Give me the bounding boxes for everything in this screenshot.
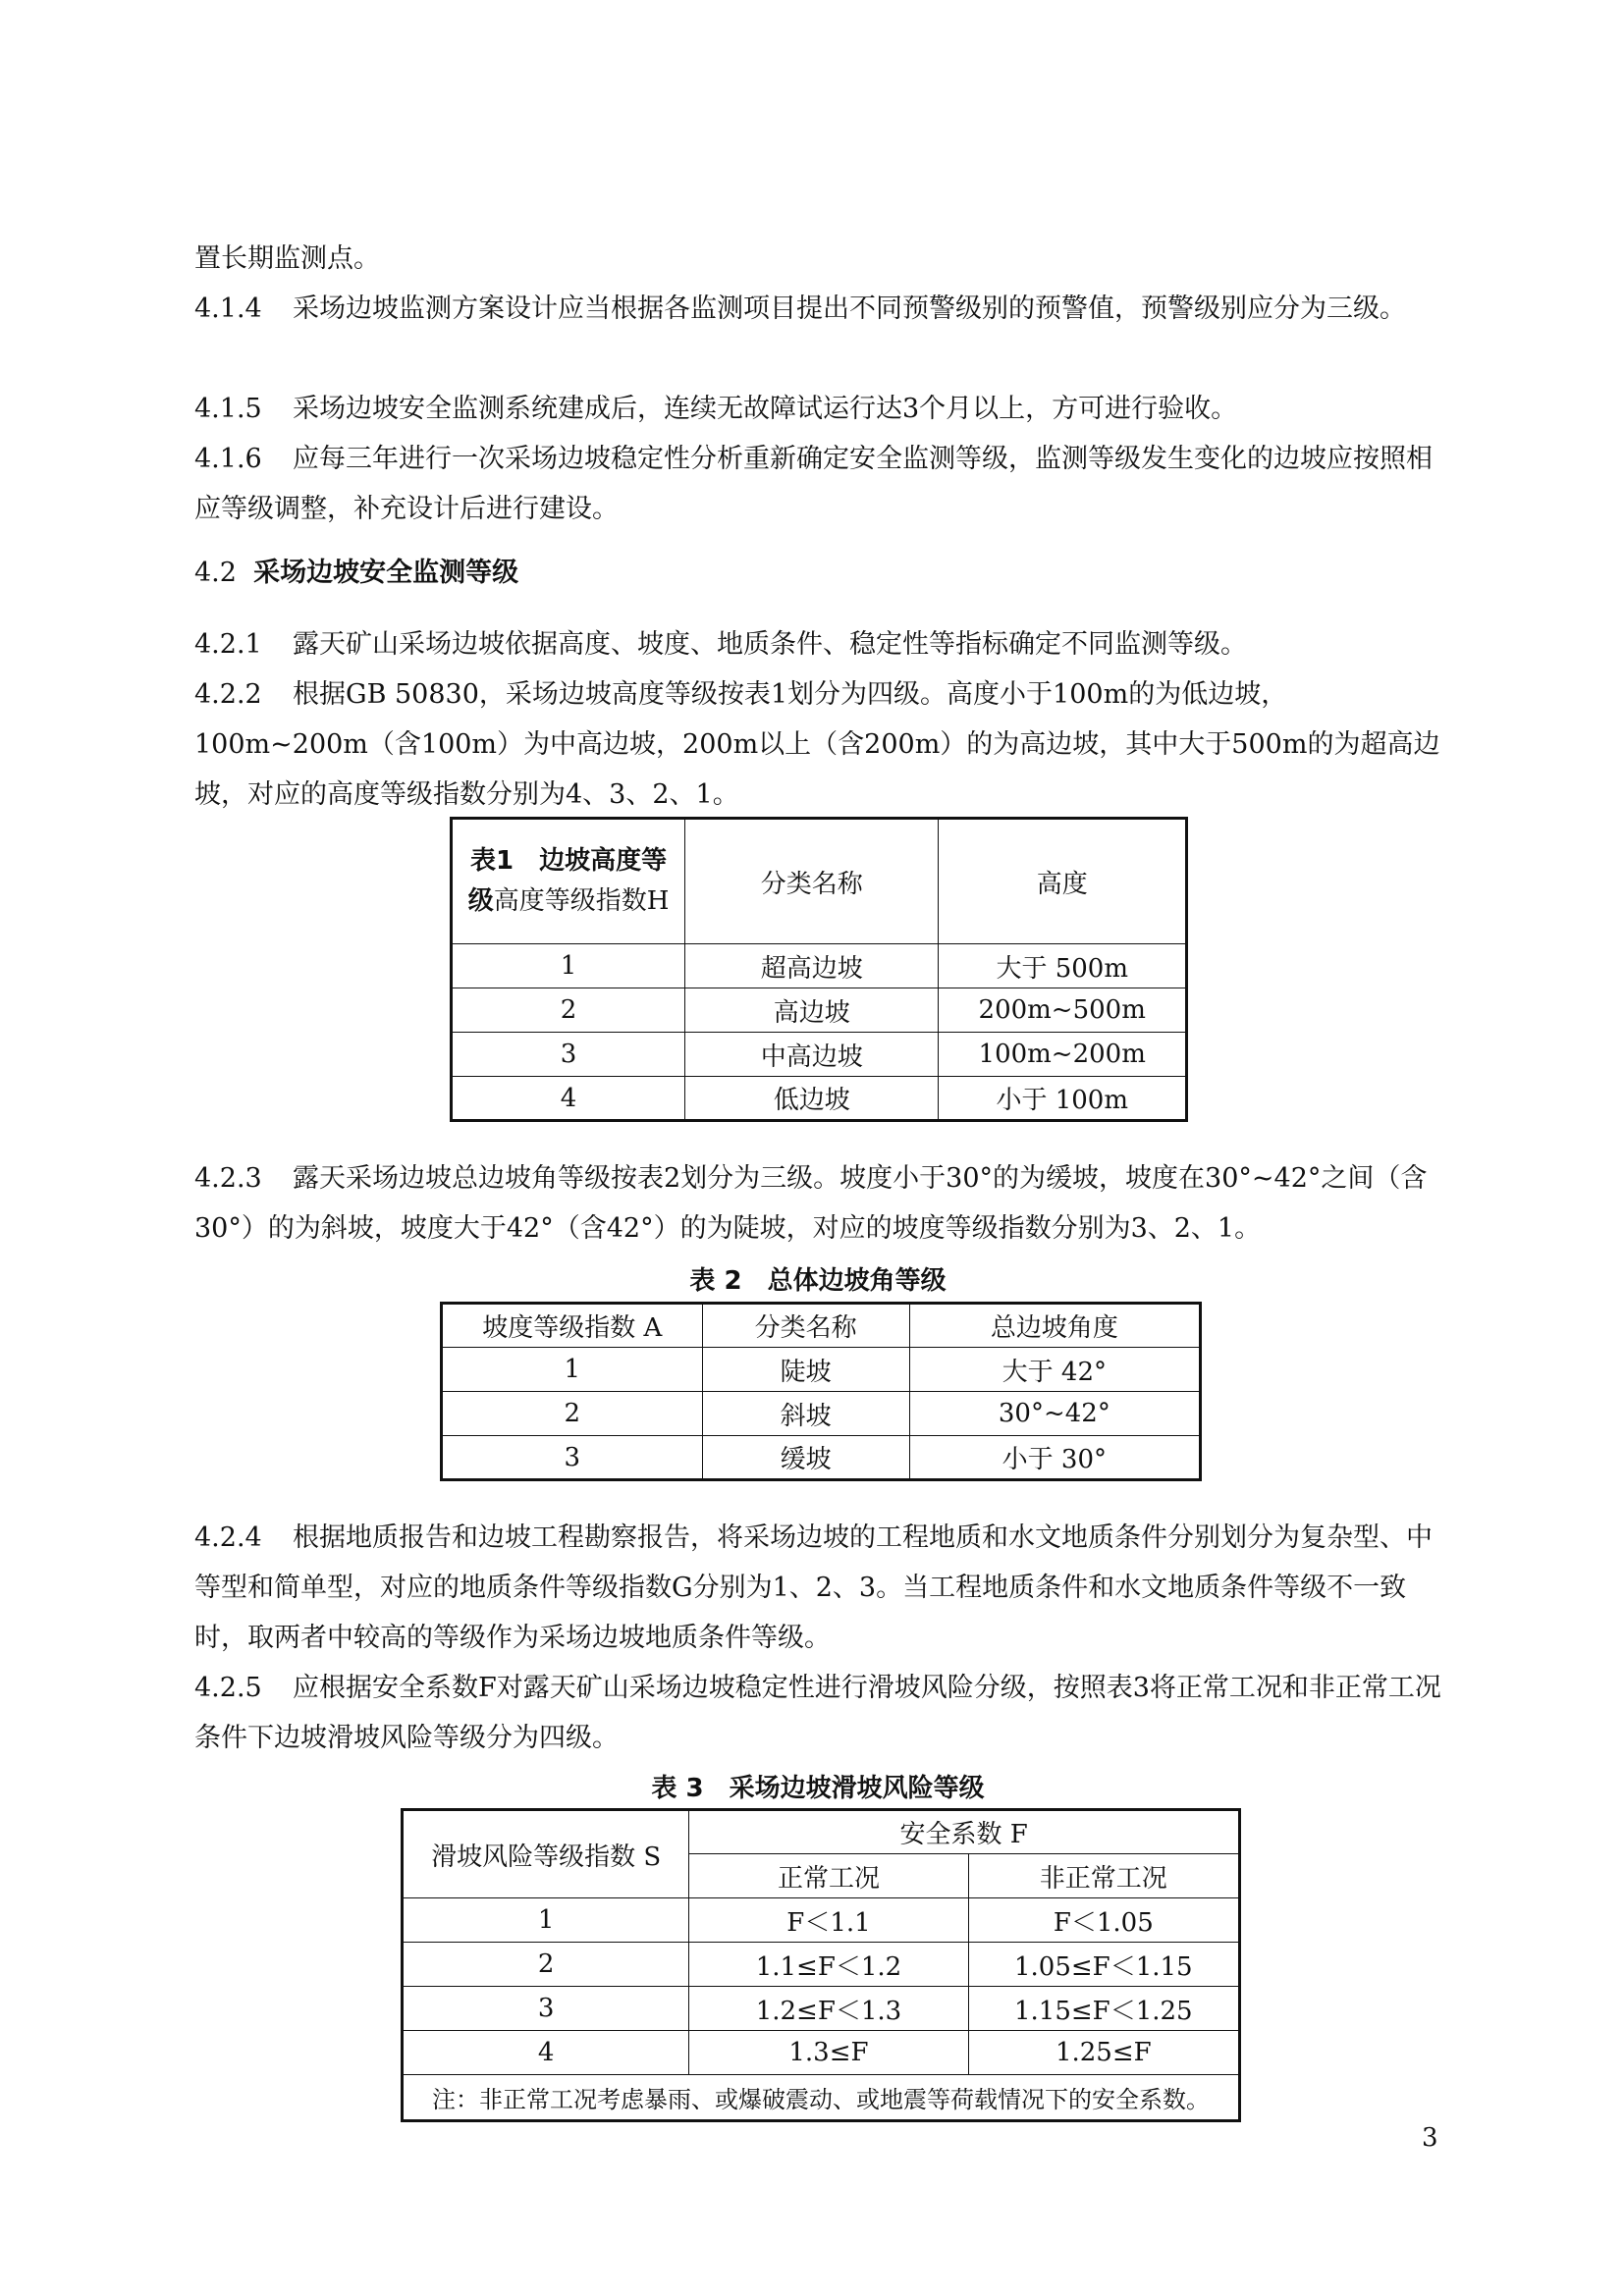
table-row — [403, 2031, 1240, 2075]
table-3-caption: 表 3 采场边坡滑坡风险等级 — [651, 1774, 985, 1803]
table-cell: 200m~500m — [939, 988, 1187, 1033]
page-number: 3 — [1422, 2123, 1438, 2153]
table-cell: 1.05≤F＜1.15 — [968, 1943, 1239, 1987]
clause-number: 4.2.3 — [194, 1163, 262, 1194]
table-row — [452, 1033, 1187, 1077]
table-cell: 低边坡 — [685, 1077, 939, 1121]
section-number: 4.2 — [194, 558, 237, 588]
table-cell: 1 — [442, 1348, 703, 1392]
table-header-cell: 分类名称 — [685, 819, 939, 944]
table-cell: F＜1.1 — [689, 1898, 968, 1943]
clause-text: 露天矿山采场边坡依据高度、坡度、地质条件、稳定性等指标确定不同监测等级。 — [293, 629, 1247, 660]
table-row — [452, 988, 1187, 1033]
clause-number: 4.2.1 — [194, 629, 262, 660]
table-header-cell: 安全系数 F — [689, 1810, 1240, 1854]
table-cell: 100m~200m — [939, 1033, 1187, 1077]
table-header-cell: 滑坡风险等级指数 S — [403, 1810, 689, 1898]
table-row — [403, 1943, 1240, 1987]
table-header-cell: 正常工况 — [689, 1854, 968, 1898]
table-header-row — [452, 819, 1187, 944]
clause-text: 采场边坡监测方案设计应当根据各监测项目提出不同预警级别的预警值，预警级别应分为三级。 — [293, 294, 1406, 324]
table-3-landslide-risk-grade — [401, 1808, 1241, 2122]
clause-number: 4.1.4 — [194, 294, 262, 324]
table-2-caption: 表 2 总体边坡角等级 — [689, 1266, 947, 1296]
table-cell: 2 — [442, 1392, 703, 1436]
table-cell: 3 — [452, 1033, 685, 1077]
clause-number: 4.1.6 — [194, 444, 262, 474]
table-1-height-grade — [450, 817, 1188, 1122]
table-row — [442, 1436, 1201, 1480]
table-cell: 缓坡 — [702, 1436, 909, 1480]
table-2-slope-angle-grade — [440, 1302, 1202, 1481]
table-row — [442, 1348, 1201, 1392]
table-cell: 大于 42° — [909, 1348, 1200, 1392]
table1-col1-header: 高度等级指数H — [493, 886, 670, 916]
table-cell: 1.15≤F＜1.25 — [968, 1987, 1239, 2031]
clause-text: 根据地质报告和边坡工程勘察报告，将采场边坡的工程地质和水文地质条件分别划分为复杂型、中等型和简单型，对应的地质条件等级指数G分别为1、2、3。当工程地质条件和水文地质条件等级不一致时，取两者中较高的等级作为采场边坡地质条件等级。 — [194, 1522, 1433, 1653]
table-header-cell — [452, 819, 685, 944]
table-header-row — [442, 1304, 1201, 1348]
table-row — [452, 1077, 1187, 1121]
clause-text: 应根据安全系数F对露天矿山采场边坡稳定性进行滑坡风险分级，按照表3将正常工况和非正常工况条件下边坡滑坡风险等级分为四级。 — [194, 1673, 1441, 1753]
table-cell: 陡坡 — [702, 1348, 909, 1392]
table-cell: 大于 500m — [939, 944, 1187, 988]
clause-4-2-5 — [194, 1663, 1441, 1763]
clause-4-1-5 — [194, 384, 1441, 434]
table-cell: 2 — [403, 1943, 689, 1987]
table-cell: 高边坡 — [685, 988, 939, 1033]
table-cell: 3 — [442, 1436, 703, 1480]
table-header-cell: 坡度等级指数 A — [442, 1304, 703, 1348]
table-header-cell: 高度 — [939, 819, 1187, 944]
table-cell: 2 — [452, 988, 685, 1033]
clause-number: 4.2.2 — [194, 679, 262, 710]
table-cell: 超高边坡 — [685, 944, 939, 988]
table-row — [452, 944, 1187, 988]
table-row — [403, 1898, 1240, 1943]
table-cell: 30°~42° — [909, 1392, 1200, 1436]
table-header-cell: 总边坡角度 — [909, 1304, 1200, 1348]
table-cell: 小于 100m — [939, 1077, 1187, 1121]
clause-4-2-4 — [194, 1513, 1441, 1663]
table-row — [403, 1987, 1240, 2031]
clause-4-2-2 — [194, 669, 1441, 820]
clause-4-2-1 — [194, 619, 1441, 669]
table1-caption: 表1 边坡高度等级 — [467, 846, 668, 916]
table-header-cell: 非正常工况 — [968, 1854, 1239, 1898]
table-note: 注：非正常工况考虑暴雨、或爆破震动、或地震等荷载情况下的安全系数。 — [403, 2075, 1240, 2121]
table-cell: F＜1.05 — [968, 1898, 1239, 1943]
table-cell: 3 — [403, 1987, 689, 2031]
clause-text: 应每三年进行一次采场边坡稳定性分析重新确定安全监测等级，监测等级发生变化的边坡应按照相应等级调整，补充设计后进行建设。 — [194, 444, 1433, 524]
clause-text: 根据GB 50830，采场边坡高度等级按表1划分为四级。高度小于100m的为低边坡，100m~200m（含100m）为中高边坡，200m以上（含200m）的为高边坡，其中大于500m的为超高边坡，对应的高度等级指数分别为4、3、2、1。 — [194, 679, 1440, 810]
table-cell: 4 — [452, 1077, 685, 1121]
table-cell: 小于 30° — [909, 1436, 1200, 1480]
table-note-row — [403, 2075, 1240, 2121]
table-cell: 斜坡 — [702, 1392, 909, 1436]
clause-text: 采场边坡安全监测系统建成后，连续无故障试运行达3个月以上，方可进行验收。 — [293, 394, 1238, 424]
table-cell: 1.25≤F — [968, 2031, 1239, 2075]
section-heading-4-2 — [194, 548, 1441, 598]
clause-4-2-3 — [194, 1153, 1441, 1254]
clause-4-1-6 — [194, 434, 1441, 534]
section-title: 采场边坡安全监测等级 — [253, 558, 519, 588]
paragraph-continuation: 置长期监测点。 — [194, 243, 380, 274]
table-cell: 中高边坡 — [685, 1033, 939, 1077]
clause-text: 露天采场边坡总边坡角等级按表2划分为三级。坡度小于30°的为缓坡，坡度在30°~42°之间（含30°）的为斜坡，坡度大于42°（含42°）的为陡坡，对应的坡度等级指数分别为3、2、1。 — [194, 1163, 1428, 1244]
table-cell: 1.3≤F — [689, 2031, 968, 2075]
clause-number: 4.2.4 — [194, 1522, 262, 1553]
table-header-cell: 分类名称 — [702, 1304, 909, 1348]
clause-number: 4.1.5 — [194, 394, 262, 424]
table-row — [442, 1392, 1201, 1436]
table-cell: 1 — [403, 1898, 689, 1943]
clause-4-1-4 — [194, 284, 1441, 334]
table-cell: 1.1≤F＜1.2 — [689, 1943, 968, 1987]
table-cell: 1.2≤F＜1.3 — [689, 1987, 968, 2031]
clause-number: 4.2.5 — [194, 1673, 262, 1703]
table-cell: 1 — [452, 944, 685, 988]
table-header-row — [403, 1810, 1240, 1854]
table-cell: 4 — [403, 2031, 689, 2075]
